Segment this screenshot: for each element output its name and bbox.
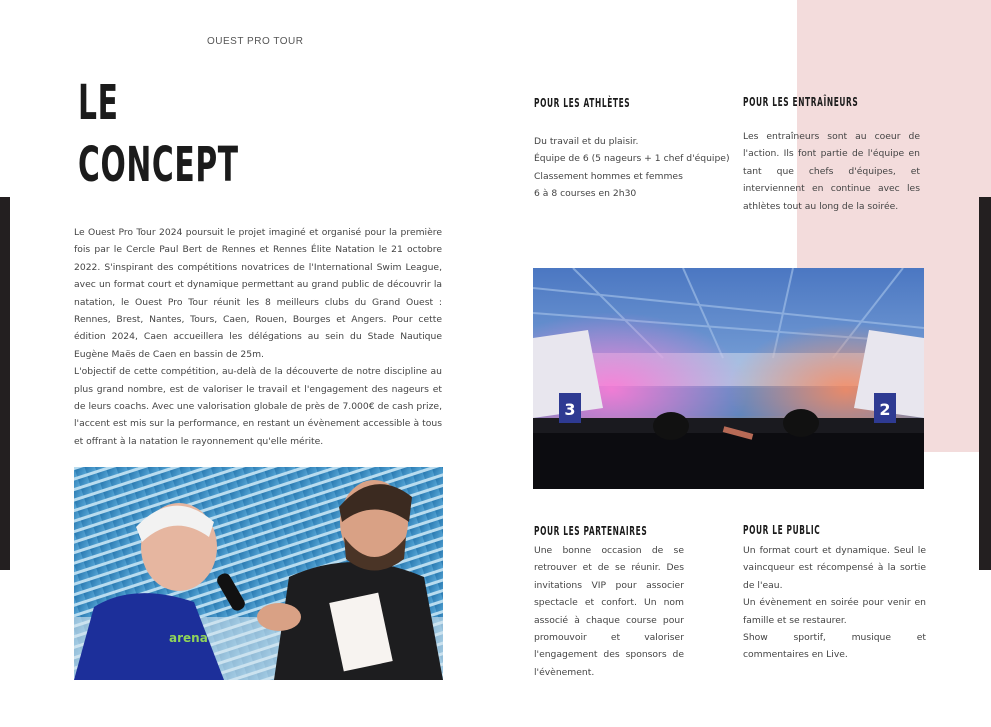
section-coaches-body: Les entraîneurs sont au coeur de l'action. Ils font partie de l'équipe en tant que chefs d'équipes, et interviennent en continue avec les athlètes tout au long de la soirée.	[743, 131, 920, 212]
section-partners-title: POUR LES PARTENAIRES	[534, 524, 648, 538]
public-line: Show sportif, musique et commentaires en Live.	[743, 632, 926, 661]
pool-stage-photo	[533, 268, 924, 489]
athletes-line: Équipe de 6 (5 nageurs + 1 chef d'équipe)	[534, 153, 730, 165]
left-edge-bar	[0, 197, 10, 570]
athletes-line: Classement hommes et femmes	[534, 170, 683, 182]
section-public	[743, 523, 926, 664]
interview-photo	[74, 467, 443, 680]
public-line: Un évènement en soirée pour venir en famille et se restaurer.	[743, 597, 926, 626]
section-athletes-title: POUR LES ATHLÈTES	[534, 96, 631, 110]
section-partners-body: Une bonne occasion de se retrouver et de se réunir. Des invitations VIP pour associer spectacle et confort. Un nom associé à chaque course pour promouvoir et valoriser l'engagement des sponsors de l'évènement.	[534, 545, 684, 678]
athletes-line: Du travail et du plaisir.	[534, 136, 639, 147]
intro-paragraph-2: L'objectif de cette compétition, au-delà de la découverte de notre discipline au plus grand nombre, est de valoriser le travail et l'engagement des nageurs et de leurs coachs. Avec une valorisation globale de près de 7.000€ de cash prize, l'accent est mis sur la performance, en restant un évènement accessible à tous et offrant à la natation le rayonnement qu'elle mérite.	[74, 366, 442, 447]
section-athletes-body	[534, 133, 734, 203]
right-edge-bar	[979, 197, 991, 570]
public-line: Un format court et dynamique. Seul le vaincqueur est récompensé à la sortie de l'eau.	[743, 545, 926, 591]
page-title-line-1: LE	[78, 75, 119, 131]
intro-text	[74, 224, 442, 450]
page-title-line-2: CONCEPT	[78, 137, 239, 193]
start-block-number-left: 3	[564, 400, 576, 419]
section-coaches-title: POUR LES ENTRAÎNEURS	[743, 95, 859, 109]
start-block-number-right: 2	[879, 400, 891, 419]
section-athletes	[534, 96, 734, 203]
page-kicker: OUEST PRO TOUR	[207, 36, 304, 47]
athletes-line: 6 à 8 courses en 2h30	[534, 188, 637, 200]
section-public-body	[743, 542, 926, 664]
page-title	[78, 72, 239, 196]
intro-paragraph-1: Le Ouest Pro Tour 2024 poursuit le projet imaginé et organisé pour la première fois par le Cercle Paul Bert de Rennes et Rennes Élite Natation le 21 octobre 2022. S'inspirant des compétitions novatrices de l'International Swim League, avec un format court et dynamique permettant au grand public de découvrir la natation, le Ouest Pro Tour réunit les 8 meilleurs clubs du Grand Ouest : Rennes, Brest, Nantes, Tours, Caen, Rouen, Bourges et Angers. Pour cette édition 2024, Caen accueillera les délégations au sein du Stade Nautique Eugène Maës de Caen en bassin de 25m.	[74, 227, 442, 360]
swimsuit-brand-label: arena	[169, 631, 208, 645]
section-partners	[534, 524, 684, 681]
section-public-title: POUR LE PUBLIC	[743, 523, 821, 537]
section-coaches	[743, 95, 920, 215]
